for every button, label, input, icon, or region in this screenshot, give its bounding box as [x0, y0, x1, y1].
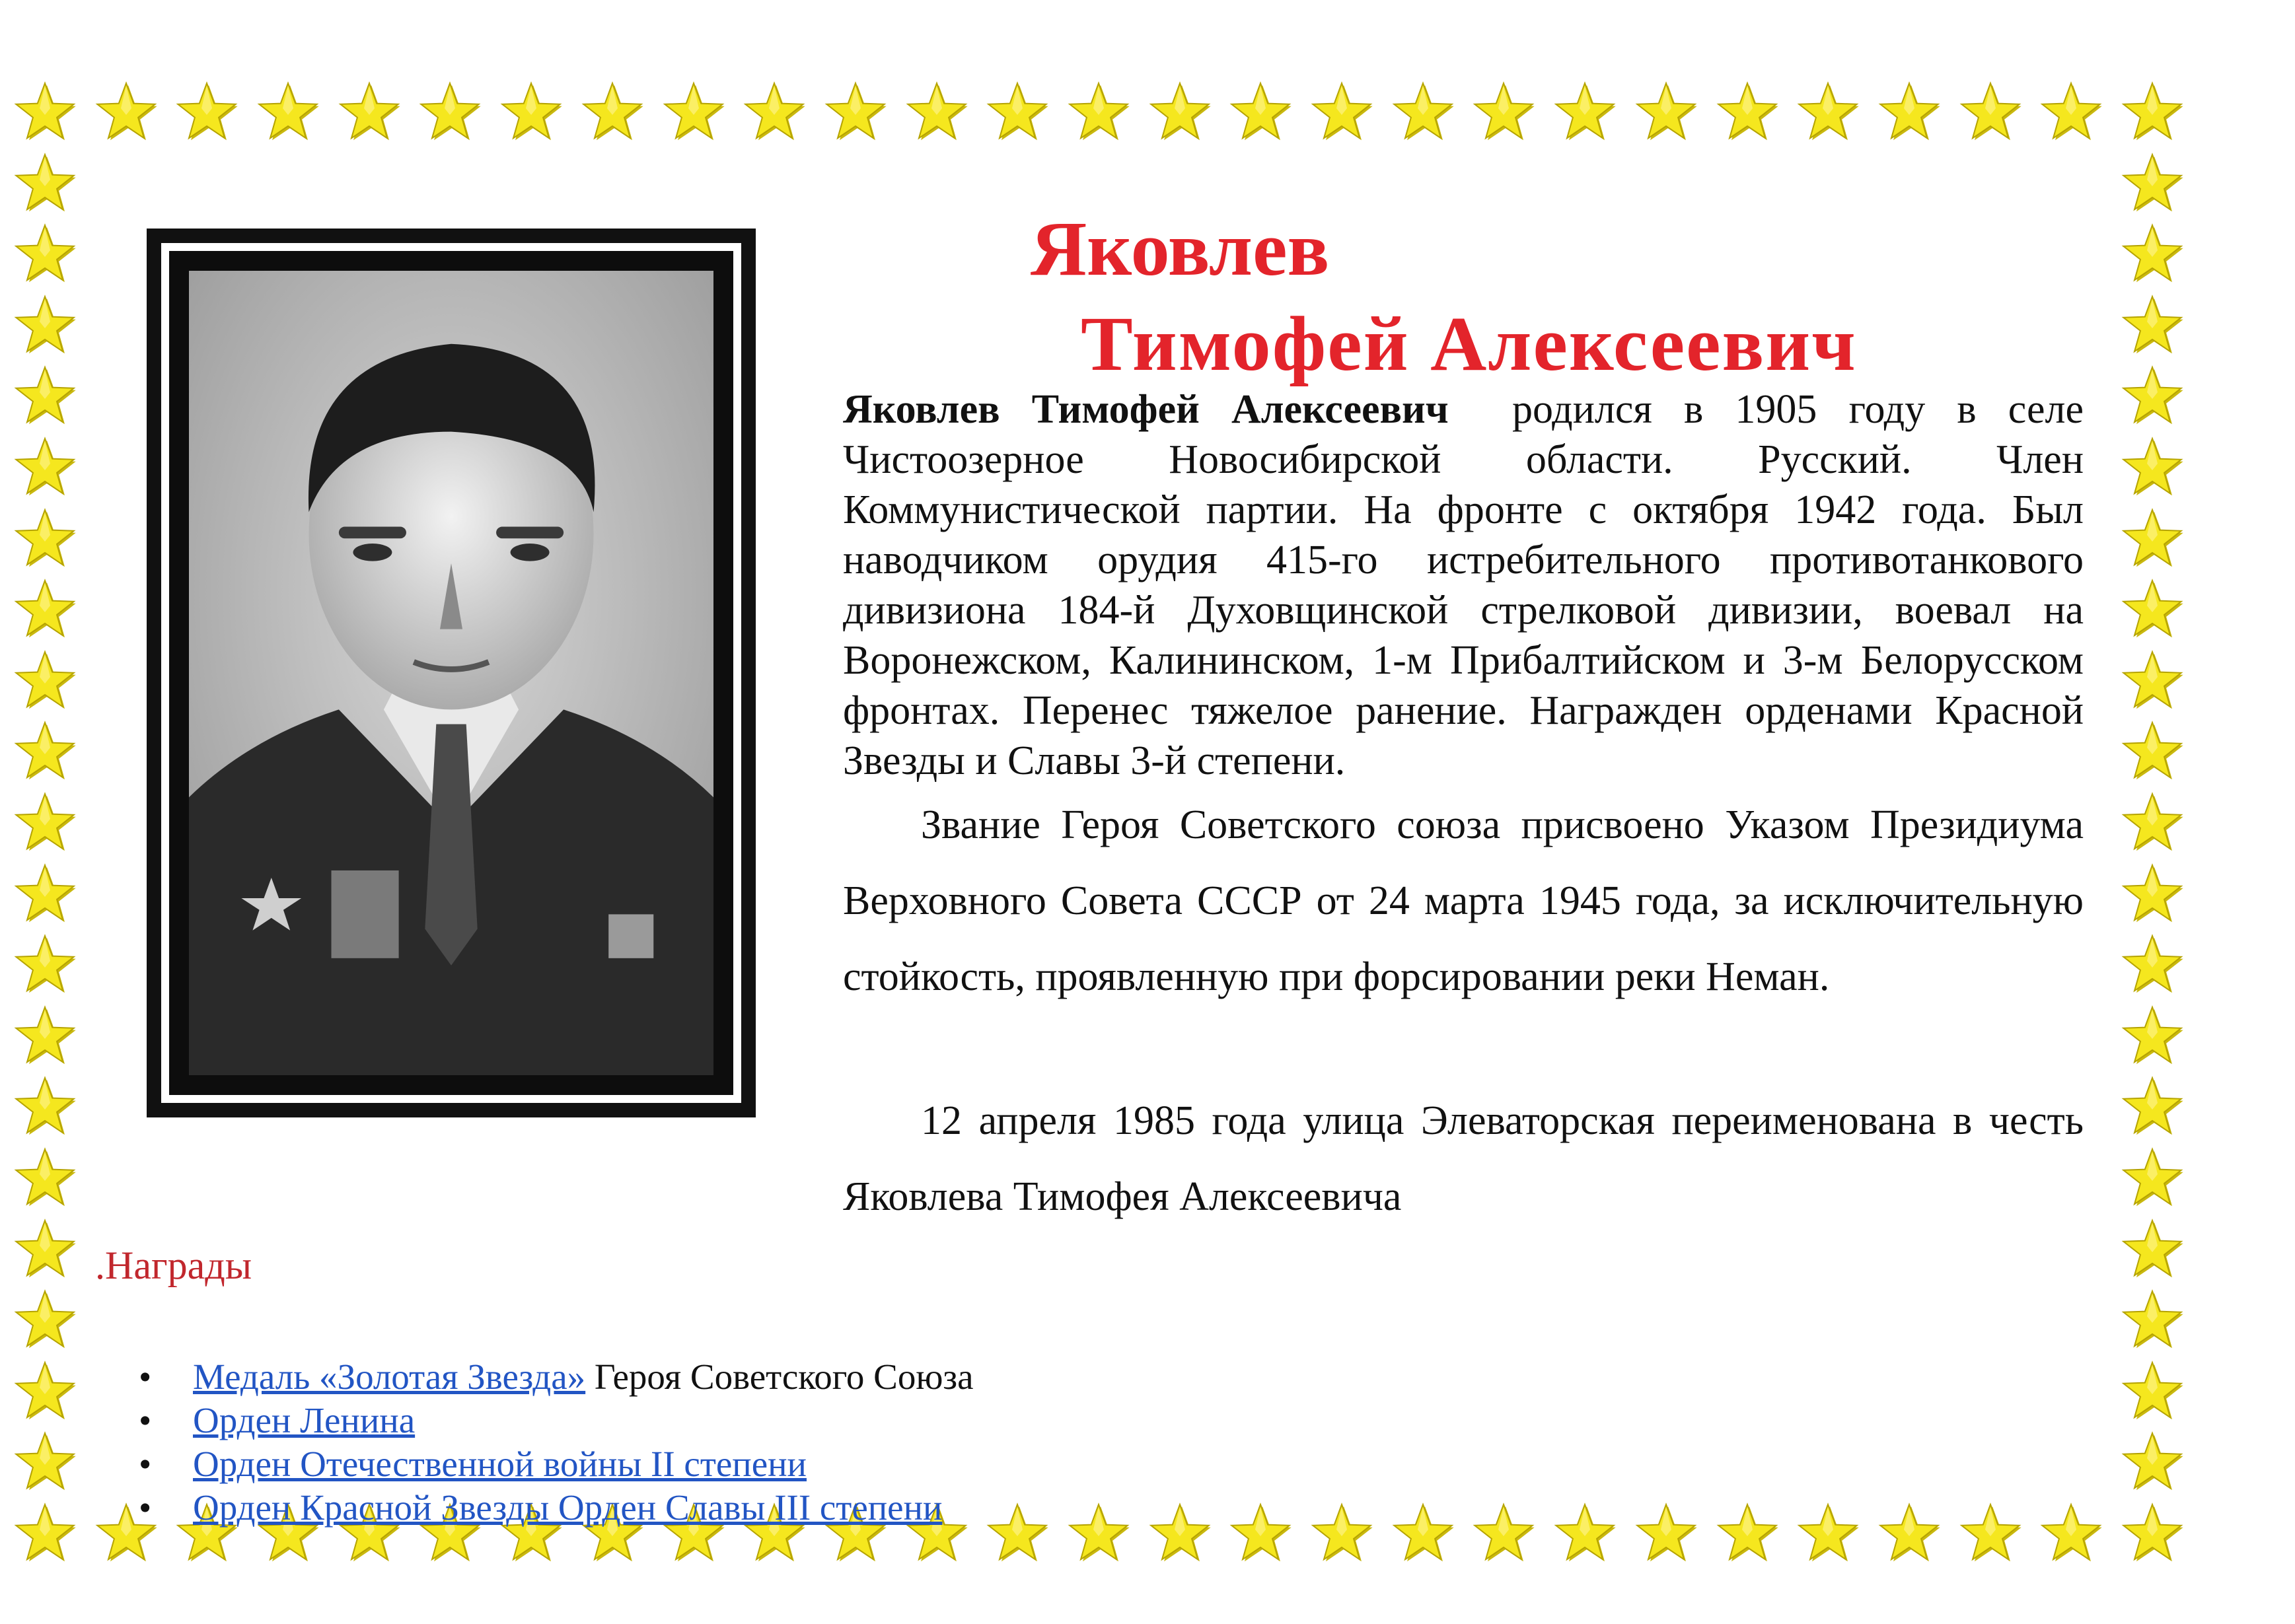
star-icon — [338, 81, 401, 144]
star-icon — [1796, 1502, 1860, 1565]
title-name: Тимофей Алексеевич — [1081, 300, 1857, 387]
star-icon — [2121, 507, 2184, 571]
star-icon — [2121, 436, 2184, 499]
star-icon — [1391, 1502, 1455, 1565]
star-icon — [1716, 81, 1779, 144]
star-icon — [743, 81, 806, 144]
star-icon — [2121, 578, 2184, 641]
star-icon — [1067, 1502, 1130, 1565]
star-icon — [1634, 81, 1698, 144]
star-icon — [2121, 294, 2184, 357]
star-icon — [2121, 791, 2184, 855]
star-icon — [1472, 81, 1535, 144]
star-icon — [13, 1005, 77, 1068]
star-icon — [13, 578, 77, 641]
star-icon — [2121, 81, 2184, 144]
bio-name: Яковлев Тимофей Алексеевич — [843, 387, 1449, 432]
title-surname: Яковлев — [1031, 205, 1330, 292]
star-icon — [499, 81, 563, 144]
star-icon — [13, 1075, 77, 1139]
star-icon — [905, 81, 968, 144]
street-paragraph: 12 апреля 1985 года улица Элеваторская переименована в честь Яковлева Тимофея Алексеевича — [843, 1098, 2084, 1219]
star-icon — [13, 933, 77, 997]
star-icon — [175, 81, 238, 144]
star-icon — [1877, 1502, 1941, 1565]
portrait-photo — [161, 243, 741, 1103]
star-icon — [256, 81, 320, 144]
award-item — [139, 1399, 974, 1442]
award-link[interactable]: Медаль «Золотая Звезда» — [193, 1357, 586, 1397]
star-icon — [2121, 223, 2184, 286]
star-icon — [2121, 1075, 2184, 1139]
star-icon — [13, 1430, 77, 1494]
star-icon — [2121, 1360, 2184, 1423]
star-icon — [2039, 1502, 2103, 1565]
star-icon — [13, 436, 77, 499]
star-icon — [2121, 720, 2184, 783]
award-item — [139, 1486, 974, 1530]
star-icon — [1310, 81, 1373, 144]
star-icon — [1148, 81, 1212, 144]
star-icon — [1796, 81, 1860, 144]
star-icon — [13, 81, 77, 144]
star-icon — [13, 507, 77, 571]
star-icon — [1634, 1502, 1698, 1565]
star-icon — [986, 1502, 1049, 1565]
star-icon — [13, 152, 77, 215]
star-icon — [2121, 1502, 2184, 1565]
award-suffix: Героя Советского Союза — [585, 1357, 974, 1397]
award-link[interactable]: Орден Красной Звезды Орден Славы III степени — [193, 1487, 943, 1528]
star-icon — [1553, 1502, 1617, 1565]
bio-paragraph — [843, 384, 2084, 786]
star-icon — [1310, 1502, 1373, 1565]
star-icon — [1229, 1502, 1292, 1565]
star-icon — [2121, 152, 2184, 215]
awards-heading: .Награды — [95, 1244, 252, 1287]
star-icon — [1553, 81, 1617, 144]
star-icon — [13, 223, 77, 286]
star-icon — [1391, 81, 1455, 144]
star-icon — [1716, 1502, 1779, 1565]
star-icon — [1959, 1502, 2022, 1565]
star-icon — [1959, 81, 2022, 144]
star-icon — [13, 1289, 77, 1352]
awards-list — [139, 1355, 974, 1530]
star-icon — [2121, 649, 2184, 713]
star-icon — [2121, 863, 2184, 926]
star-icon — [2121, 1430, 2184, 1494]
star-icon — [13, 720, 77, 783]
hero-paragraph: Звание Героя Советского союза присвоено Указом Президиума Верховного Совета СССР от 24 марта 1945 года, за исключительную стойкость, проявленную при форсировании реки Неман. — [843, 802, 2084, 999]
award-link[interactable]: Орден Ленина — [193, 1400, 416, 1440]
star-icon — [2121, 933, 2184, 997]
star-icon — [13, 365, 77, 428]
star-icon — [13, 791, 77, 855]
star-icon — [2121, 1289, 2184, 1352]
award-link[interactable]: Орден Отечественной войны II степени — [193, 1444, 807, 1484]
star-icon — [2121, 365, 2184, 428]
star-icon — [1148, 1502, 1212, 1565]
star-icon — [1229, 81, 1292, 144]
star-icon — [13, 1360, 77, 1423]
star-icon — [13, 863, 77, 926]
star-icon — [1067, 81, 1130, 144]
bio-text: родился в 1905 году в селе Чистоозерное Новосибирской области. Русский. Член Коммунистической партии. На фронте с октября 1942 года. Был наводчиком орудия 415-го истребительного противотанкового дивизиона 184-й Духовщинской стрелковой дивизии, воевал на Воронежском, Калининском, 1-м Прибалтийском и 3-м Белорусском фронтах. Перенес тяжелое ранение. Награжден орденами Красной Звезды и Славы 3-й степени. — [843, 387, 2084, 783]
award-item — [139, 1442, 974, 1486]
star-icon — [13, 1147, 77, 1210]
star-icon — [1472, 1502, 1535, 1565]
star-icon — [13, 1502, 77, 1565]
star-icon — [13, 1218, 77, 1281]
star-icon — [1877, 81, 1941, 144]
star-icon — [2121, 1005, 2184, 1068]
star-icon — [581, 81, 644, 144]
star-icon — [418, 81, 482, 144]
award-item — [139, 1355, 974, 1399]
star-icon — [662, 81, 725, 144]
portrait-frame — [147, 229, 756, 1117]
star-icon — [986, 81, 1049, 144]
star-icon — [2039, 81, 2103, 144]
star-icon — [13, 649, 77, 713]
star-icon — [824, 81, 887, 144]
star-icon — [13, 294, 77, 357]
star-icon — [2121, 1218, 2184, 1281]
star-icon — [94, 81, 158, 144]
star-icon — [2121, 1147, 2184, 1210]
portrait-icon — [189, 271, 713, 1075]
